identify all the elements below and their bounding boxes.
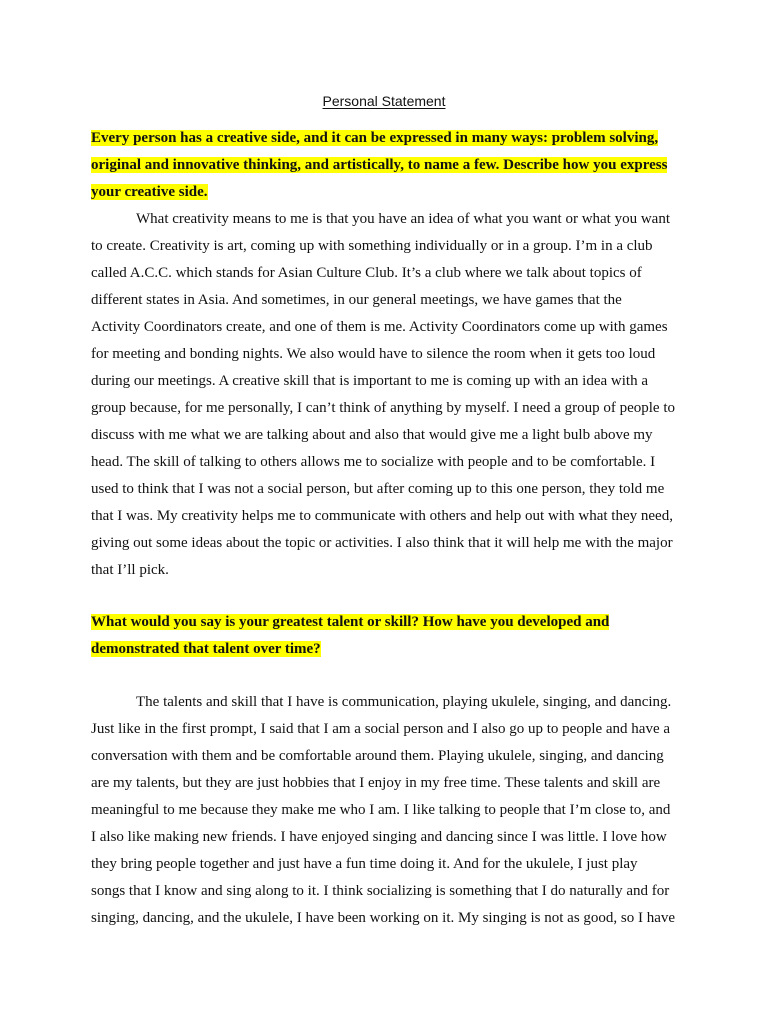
answer-1-line: group because, for me personally, I can’t think of anything by myself. I need a group of people to: [91, 400, 675, 416]
answer-1-line: that I was. My creativity helps me to communicate with others and help out with what they need,: [91, 508, 673, 524]
answer-2-line: songs that I know and sing along to it. I think socializing is something that I do naturally and for: [91, 883, 670, 899]
answer-1-line: used to think that I was not a social person, but after coming up to this one person, they told me: [91, 481, 665, 497]
answer-1-line: giving out some ideas about the topic or activities. I also think that it will help me with the major: [91, 535, 673, 551]
prompt-1-line: original and innovative thinking, and artistically, to name a few. Describe how you express: [91, 157, 668, 173]
prompt-2: [91, 609, 691, 663]
prompt-1-line: your creative side.: [91, 184, 208, 200]
answer-1: [91, 206, 691, 584]
answer-2-line: singing, dancing, and the ukulele, I have been working on it. My singing is not as good, so I have: [91, 910, 676, 926]
prompt-2-line: demonstrated that talent over time?: [91, 641, 321, 657]
answer-1-line: What creativity means to me is that you have an idea of what you want or what you want: [136, 211, 671, 227]
answer-1-line: to create. Creativity is art, coming up with something individually or in a group. I’m in a club: [91, 238, 653, 254]
answer-1-line: during our meetings. A creative skill that is important to me is coming up with an idea with a: [91, 373, 648, 389]
answer-1-line: discuss with me what we are talking about and also that would give me a light bulb above my: [91, 427, 653, 443]
answer-1-line: different states in Asia. And sometimes, in our general meetings, we have games that the: [91, 292, 622, 308]
answer-2-line: are my talents, but they are just hobbies that I enjoy in my free time. These talents and skill are: [91, 775, 661, 791]
answer-1-line: for meeting and bonding nights. We also would have to silence the room when it gets too loud: [91, 346, 656, 362]
prompt-2-line: What would you say is your greatest talent or skill? How have you developed and: [91, 614, 610, 630]
answer-1-line: called A.C.C. which stands for Asian Culture Club. It’s a club where we talk about topics of: [91, 265, 642, 281]
page-title: Personal Statement: [322, 93, 446, 109]
answer-1-line: that I’ll pick.: [91, 562, 169, 578]
answer-1-line: head. The skill of talking to others allows me to socialize with people and to be comfortable. I: [91, 454, 656, 470]
answer-2: [91, 689, 691, 932]
answer-2-line: I also like making new friends. I have enjoyed singing and dancing since I was little. I love how: [91, 829, 667, 845]
prompt-1-line: Every person has a creative side, and it can be expressed in many ways: problem solving,: [91, 130, 659, 146]
answer-2-line: The talents and skill that I have is communication, playing ukulele, singing, and dancing.: [136, 694, 672, 710]
answer-2-line: conversation with them and be comfortable around them. Playing ukulele, singing, and dancing: [91, 748, 664, 764]
answer-1-line: Activity Coordinators create, and one of them is me. Activity Coordinators come up with games: [91, 319, 668, 335]
answer-2-line: they bring people together and just have a fun time doing it. And for the ukulele, I just play: [91, 856, 638, 872]
prompt-1: [91, 125, 691, 206]
answer-2-line: Just like in the first prompt, I said that I am a social person and I also go up to people and have a: [91, 721, 671, 737]
answer-2-line: meaningful to me because they make me who I am. I like talking to people that I’m close to, and: [91, 802, 671, 818]
